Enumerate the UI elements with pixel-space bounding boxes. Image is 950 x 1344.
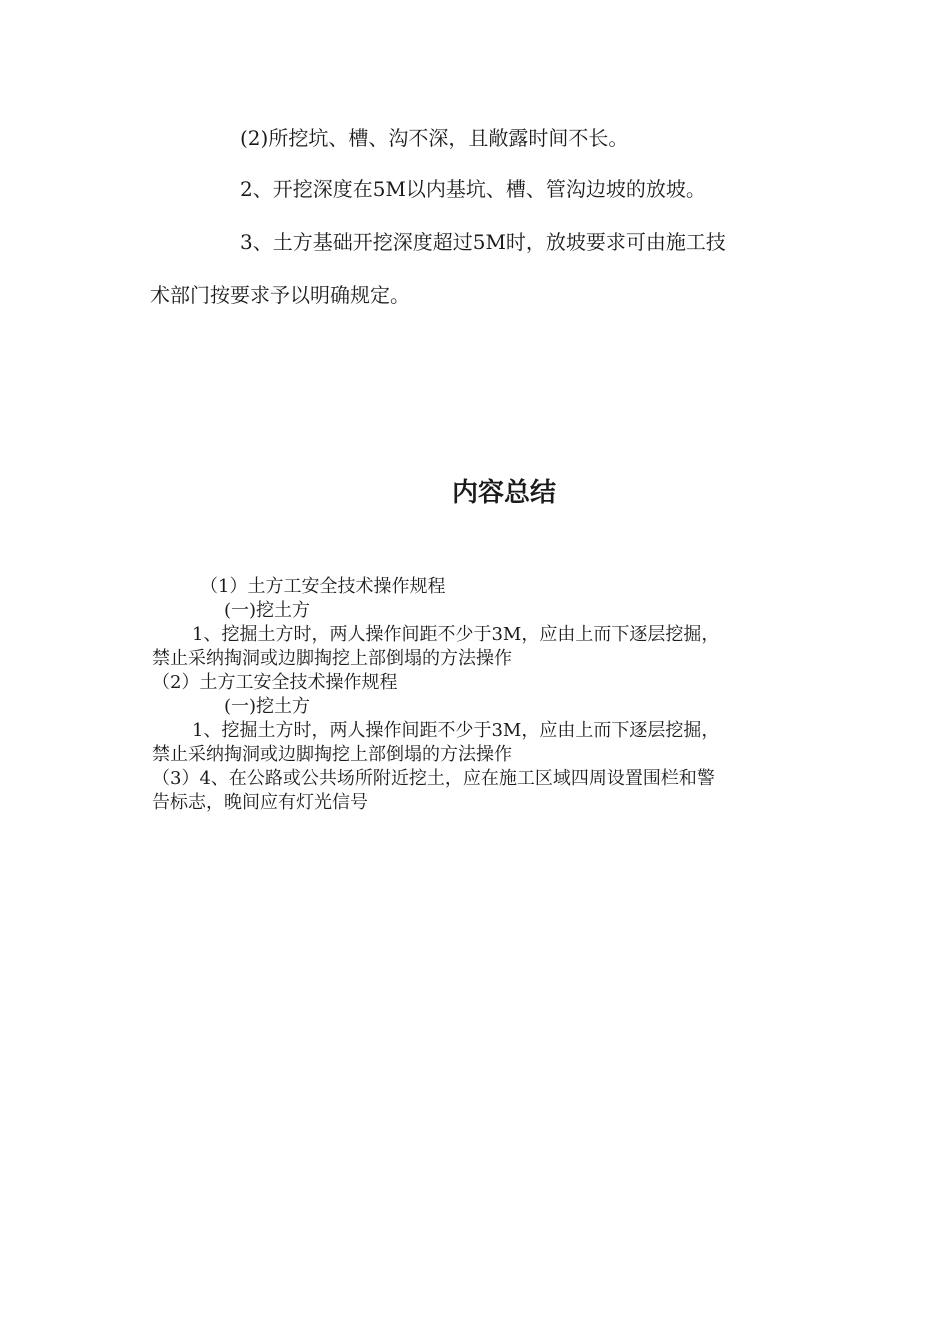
summary-line-6: (一)挖土方	[224, 696, 311, 717]
summary-line-9: （3）4、在公路或公共场所附近挖土，应在施工区域四周设置围栏和警	[152, 768, 715, 789]
body-paragraph-3-line-1: 3、土方基础开挖深度超过5M时，放坡要求可由施工技	[240, 230, 726, 254]
summary-line-10: 告标志，晚间应有灯光信号	[152, 792, 368, 813]
summary-section	[152, 575, 802, 815]
summary-line-4: 禁止采纳掏洞或边脚掏挖上部倒塌的方法操作	[152, 648, 512, 669]
body-paragraph-3-line-2: 术部门按要求予以明确规定。	[150, 283, 410, 307]
summary-line-5: （2）土方工安全技术操作规程	[152, 672, 398, 693]
body-paragraph-1: (2)所挖坑、槽、沟不深，且敞露时间不长。	[240, 126, 629, 150]
summary-title: 内容总结	[451, 478, 556, 508]
body-paragraph-2: 2、开挖深度在5M以内基坑、槽、管沟边坡的放坡。	[240, 177, 706, 201]
summary-line-3: 1、挖掘土方时，两人操作间距不少于3M，应由上而下逐层挖掘，	[192, 624, 720, 645]
summary-line-7: 1、挖掘土方时，两人操作间距不少于3M，应由上而下逐层挖掘，	[192, 720, 720, 741]
summary-line-1: （1）土方工安全技术操作规程	[200, 576, 446, 597]
summary-line-8: 禁止采纳掏洞或边脚掏挖上部倒塌的方法操作	[152, 744, 512, 765]
summary-line-2: (一)挖土方	[224, 600, 311, 621]
